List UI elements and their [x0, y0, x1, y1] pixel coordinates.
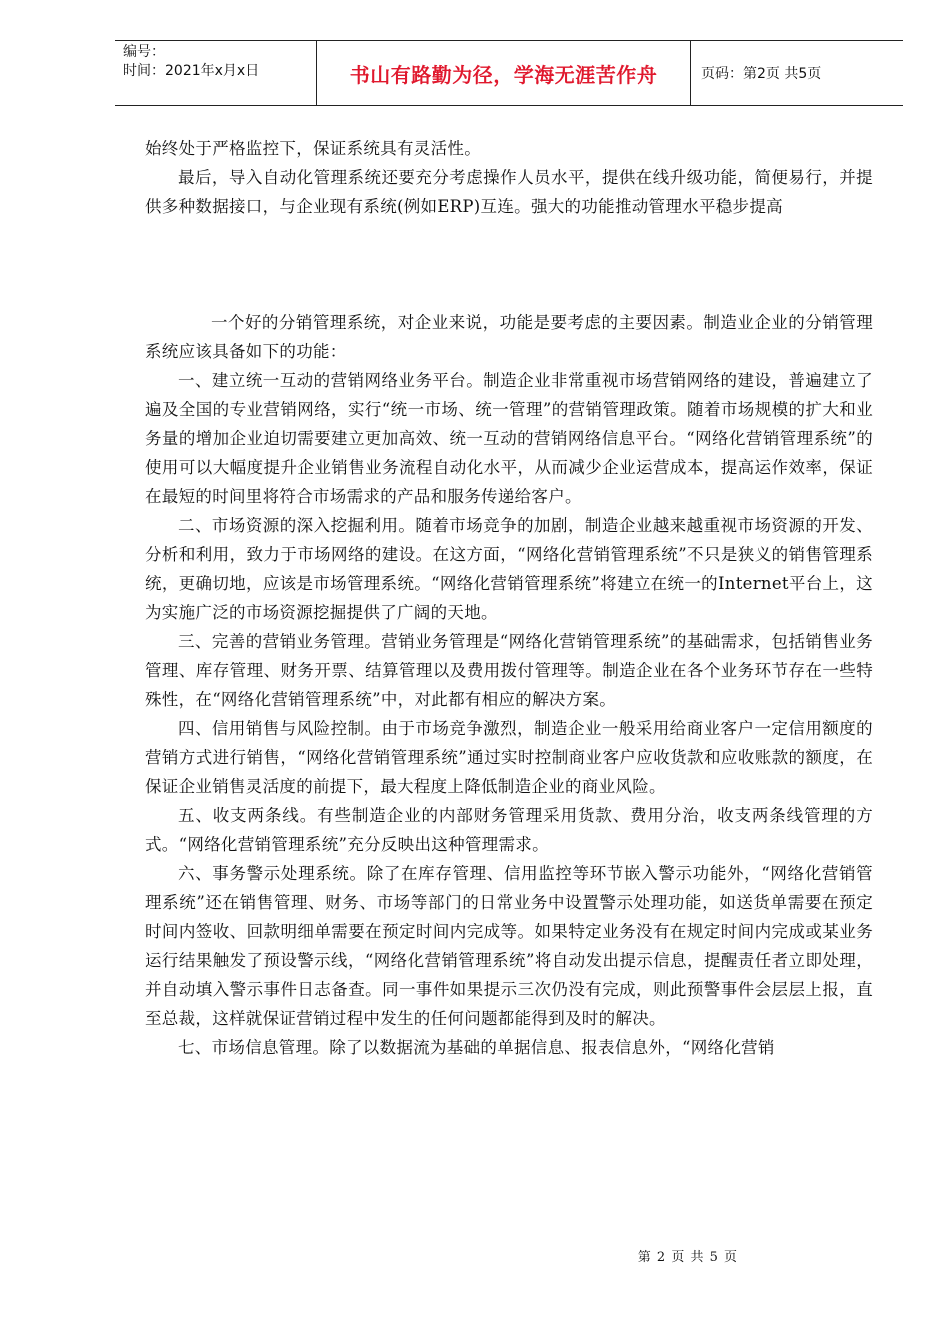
header-motto: 书山有路勤为径，学海无涯苦作舟 [317, 41, 691, 105]
paragraph-7: 四、信用销售与风险控制。由于市场竞争激烈，制造企业一般采用给商业客户一定信用额度的营销方式进行销售，“网络化营销管理系统”通过实时控制商业客户应收货款和应收账款的额度，在保证企业销售灵活度的前提下，最大程度上降低制造企业的商业风险。 [145, 719, 873, 796]
header-table [115, 40, 903, 106]
header-meta-cell [115, 41, 317, 105]
header-page-label: 页码：第2页 共5页 [701, 66, 822, 82]
blank-gap [145, 221, 873, 308]
header-time-label: 时间：2021年x月x日 [123, 63, 260, 79]
header-number-label: 编号： [123, 44, 165, 60]
paragraph-5: 二、市场资源的深入挖掘利用。随着市场竞争的加剧，制造企业越来越重视市场资源的开发、分析和利用，致力于市场网络的建设。在这方面，“网络化营销管理系统”不只是狭义的销售管理系统，更确切地，应该是市场管理系统。“网络化营销管理系统”将建立在统一的Internet平台上，这为实施广泛的市场资源挖掘提供了广阔的天地。 [145, 516, 873, 622]
paragraph-2: 最后，导入自动化管理系统还要充分考虑操作人员水平，提供在线升级功能，简便易行，并提供多种数据接口，与企业现有系统(例如ERP)互连。强大的功能推动管理水平稳步提高 [145, 168, 873, 216]
paragraph-8: 五、收支两条线。有些制造企业的内部财务管理采用货款、费用分治，收支两条线管理的方式。“网络化营销管理系统”充分反映出这种管理需求。 [145, 806, 873, 854]
document-body [145, 134, 873, 1062]
paragraph-4: 一、建立统一互动的营销网络业务平台。制造企业非常重视市场营销网络的建设，普遍建立了遍及全国的专业营销网络，实行“统一市场、统一管理”的营销管理政策。随着市场规模的扩大和业务量的增加企业迫切需要建立更加高效、统一互动的营销网络信息平台。“网络化营销管理系统”的使用可以大幅度提升企业销售业务流程自动化水平，从而减少企业运营成本，提高运作效率，保证在最短的时间里将符合市场需求的产品和服务传递给客户。 [145, 371, 873, 506]
paragraph-6: 三、完善的营销业务管理。营销业务管理是“网络化营销管理系统”的基础需求，包括销售业务管理、库存管理、财务开票、结算管理以及费用拨付管理等。制造企业在各个业务环节存在一些特殊性，在“网络化营销管理系统”中，对此都有相应的解决方案。 [145, 632, 873, 709]
paragraph-10: 七、市场信息管理。除了以数据流为基础的单据信息、报表信息外，“网络化营销 [178, 1038, 775, 1057]
paragraph-9: 六、事务警示处理系统。除了在库存管理、信用监控等环节嵌入警示功能外，“网络化营销管理系统”还在销售管理、财务、市场等部门的日常业务中设置警示处理功能，如送货单需要在预定时间内签收、回款明细单需要在预定时间内完成等。如果特定业务没有在规定时间内完成或某业务运行结果触发了预设警示线，“网络化营销管理系统”将自动发出提示信息，提醒责任者立即处理，并自动填入警示事件日志备查。同一事件如果提示三次仍没有完成，则此预警事件会层层上报，直至总裁，这样就保证营销过程中发生的任何问题都能得到及时的解决。 [145, 864, 873, 1028]
paragraph-3: 一个好的分销管理系统，对企业来说，功能是要考虑的主要因素。制造业企业的分销管理系统应该具备如下的功能： [145, 313, 873, 361]
paragraph-1: 始终处于严格监控下，保证系统具有灵活性。 [145, 139, 481, 158]
page-footer: 第 2 页 共 5 页 [637, 1250, 738, 1265]
